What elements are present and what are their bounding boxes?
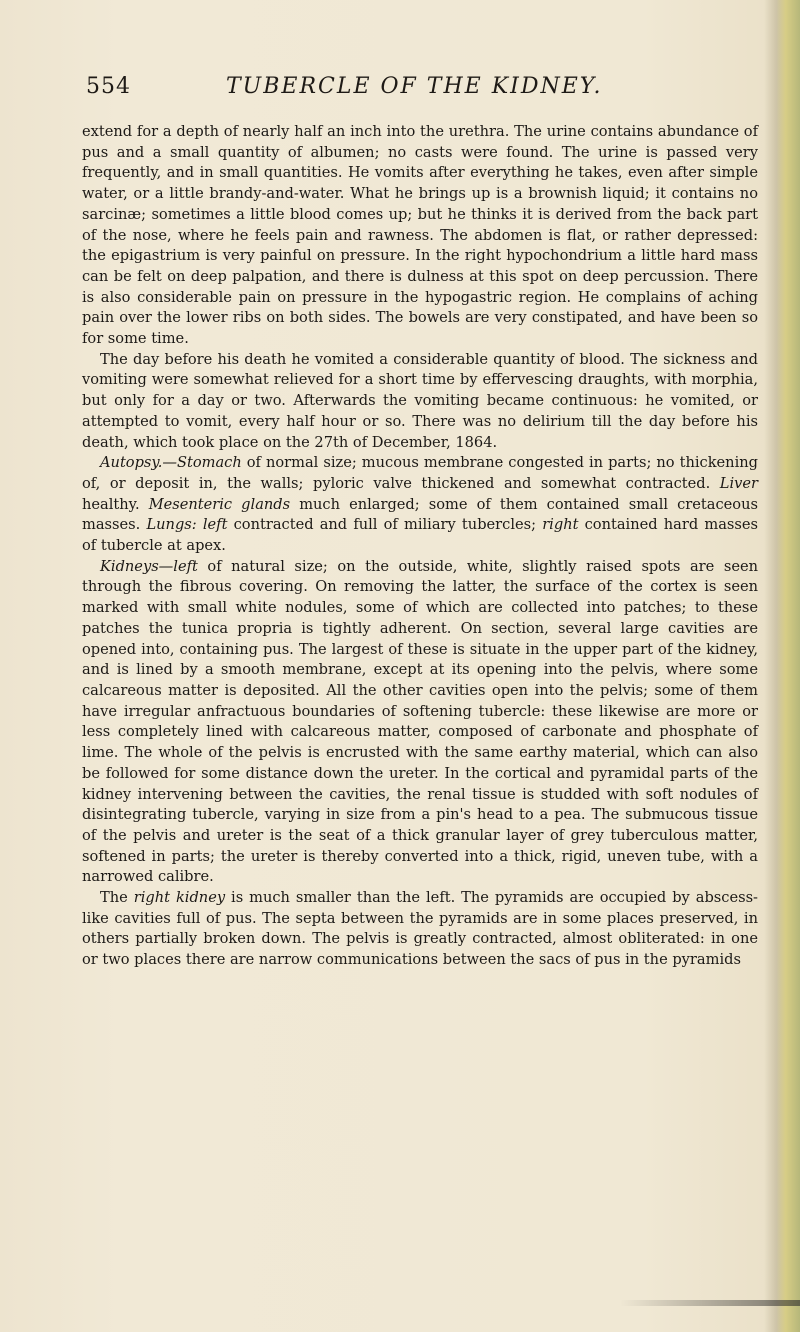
paragraph	[82, 350, 758, 454]
paragraph	[82, 122, 758, 350]
text-segment: contracted and full of miliary tubercles;	[227, 516, 543, 534]
text-segment: healthy.	[82, 495, 149, 513]
text-segment: Liver	[719, 474, 758, 492]
text-segment: Kidneys—left	[100, 557, 198, 575]
text-segment: The	[100, 889, 134, 907]
page-header	[86, 74, 726, 114]
text-segment: The day before his death he vomited a considerable quantity of blood. The sickness and vomiting were somewhat relieved for a short time by effervescing draughts, with morphia, but only for a day or two. Afterwards the vomiting became continuous: he vomited, or attempted to vomit, every half hour or so. There was no delirium till the day before his death, which took place on the 27th of December, 1864.	[82, 350, 758, 451]
text-segment: Lungs: left	[146, 516, 228, 534]
page-edge	[764, 0, 800, 1332]
paragraph	[82, 557, 758, 888]
body-text	[82, 122, 758, 971]
text-segment: much enlarged; some of them contained small cretaceous masses.	[82, 495, 758, 534]
text-segment: of natural size; on the outside, white, slightly raised spots are seen through the fibrous covering. On removing the latter, the surface of the cortex is seen marked with small white nodules, some of which are collected into patches; to these patches the tunica propria is tightly adherent. On section, several large cavities are opened into, containing pus. The largest of these is situate in the upper part of the kidney, and is lined by a smooth membrane, except at its opening into the pelvis, where some calcareous matter is deposited. All the other cavities open into the pelvis; some of them have irregular anfractuous boundaries of softening tubercle: these likewise are more or less completely lined with calcareous matter, composed of carbonate and phosphate of lime. The whole of the pelvis is encrusted with the same earthy material, which can also be followed for some distance down the ureter. In the cortical and pyramidal parts of the kidney intervening between the cavities, the renal tissue is studded with soft nodules of disintegrating tubercle, varying in size from a pin's head to a pea. The submucous tissue of the pelvis and ureter is the seat of a thick granular layer of grey tuberculous matter, softened in parts; the ureter is thereby converted into a thick, rigid, uneven tube, with a narrowed calibre.	[82, 557, 758, 886]
paragraph	[82, 453, 758, 557]
page-shadow	[620, 1300, 800, 1306]
text-segment: is much smaller than the left. The pyramids are occupied by abscess-like cavities full of pus. The septa between the pyramids are in some places preserved, in others partially broken down. The pelvis is greatly contracted, almost obliterated: in one or two places there are narrow communications between the sacs of pus in the pyramids	[82, 889, 758, 969]
paragraph	[82, 888, 758, 971]
text-segment: right kidney	[133, 889, 226, 907]
text-segment: extend for a depth of nearly half an inch into the urethra. The urine contains abundance of pus and a small quantity of albumen; no casts were found. The urine is passed very frequently, and in small quantities. He vomits after everything he takes, even after simple water, or a little brandy-and-water. What he brings up is a brownish liquid; it contains no sarcinæ; sometimes a little blood comes up; but he thinks it is derived from the back part of the nose, where he feels pain and rawness. The abdomen is flat, or rather depressed: the epigastrium is very painful on pressure. In the right hypochondrium a little hard mass can be felt on deep palpation, and there is dulness at this spot on deep percussion. There is also considerable pain on pressure in the hypogastric region. He complains of aching pain over the lower ribs on both sides. The bowels are very constipated, and have been so for some time.	[82, 123, 758, 348]
text-segment: Mesenteric glands	[148, 495, 291, 513]
running-head: TUBERCLE OF THE KIDNEY.	[226, 74, 603, 99]
text-segment: right	[542, 516, 579, 534]
text-segment: contained hard masses of tubercle at apex.	[82, 516, 758, 555]
text-segment: of normal size; mucous membrane congested in parts; no thickening of, or deposit in, the walls; pyloric valve thickened and somewhat contracted.	[82, 454, 758, 492]
page-number: 554	[86, 74, 131, 99]
text-segment: Autopsy.—Stomach	[100, 454, 242, 472]
